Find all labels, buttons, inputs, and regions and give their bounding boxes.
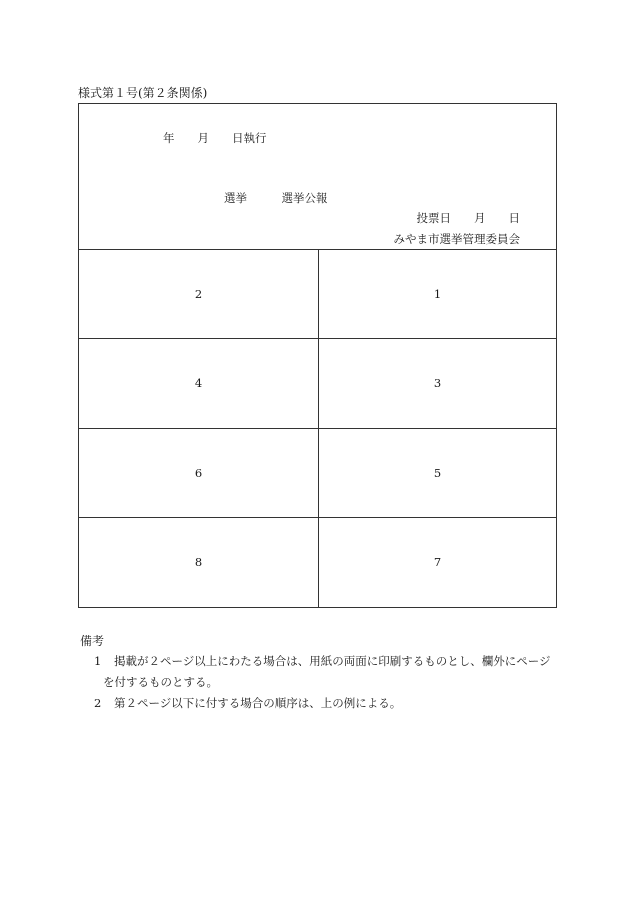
execution-date: 年 月 日執行	[163, 131, 267, 145]
page-cell: 1	[319, 250, 556, 339]
note-number: 2	[94, 696, 102, 710]
bulletin-form	[78, 103, 557, 608]
note-number: 1	[94, 654, 102, 668]
page-cell: 4	[79, 339, 319, 428]
remark-note	[94, 651, 574, 693]
page-cell: 5	[319, 429, 556, 518]
form-header	[79, 104, 556, 250]
committee-name: みやま市選挙管理委員会	[393, 232, 520, 246]
page-cell: 2	[79, 250, 319, 339]
note-text: 掲載が２ページ以上にわたる場合は、用紙の両面に印刷するものとし、欄外にページ	[114, 654, 551, 668]
bulletin-title: 選挙 選挙公報	[224, 191, 328, 205]
remark-note	[94, 693, 574, 714]
note-text: 第２ページ以下に付する場合の順序は、上の例による。	[114, 696, 402, 710]
page-cell: 3	[319, 339, 556, 428]
page-order-grid	[79, 250, 556, 607]
page-cell: 8	[79, 518, 319, 607]
page-cell: 7	[433, 555, 442, 570]
vote-date: 投票日 月 日	[416, 211, 520, 225]
note-text-continued: を付するものとする。	[103, 675, 218, 689]
page-cell: 6	[79, 429, 319, 518]
remarks-title: 備考	[80, 634, 105, 648]
form-number: 様式第１号(第２条関係)	[78, 86, 208, 100]
